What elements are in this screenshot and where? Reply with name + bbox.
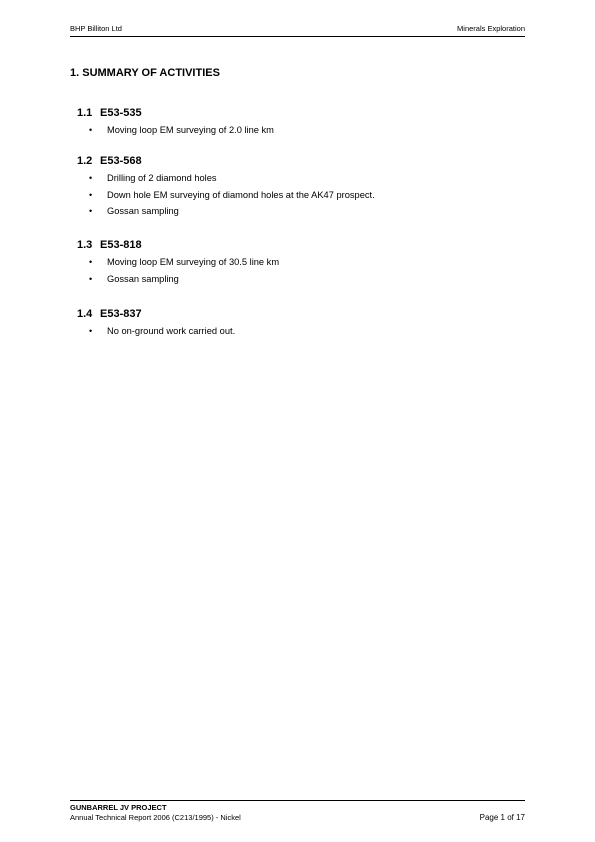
bullet-icon: • (89, 257, 93, 267)
bullet-list (77, 325, 235, 342)
header-company: BHP Billiton Ltd (70, 24, 122, 33)
bullet-icon: • (89, 173, 93, 183)
list-item: • Moving loop EM surveying of 2.0 line km (89, 125, 274, 135)
footer-report: Annual Technical Report 2006 (C213/1995) - Nickel (70, 813, 241, 822)
section-heading (77, 106, 274, 124)
section-number: 1.2 (77, 155, 93, 167)
list-item: • Down hole EM surveying of diamond holes at the AK47 prospect. (89, 189, 375, 200)
bullet-list (77, 172, 375, 222)
section-number: 1.3 (77, 239, 93, 251)
section-heading (77, 154, 375, 172)
section-title: E53-535 (100, 107, 142, 119)
bullet-icon: • (89, 326, 93, 336)
header-department: Minerals Exploration (457, 24, 525, 33)
bullet-list (77, 256, 279, 289)
page-title: 1. SUMMARY OF ACTIVITIES (70, 67, 220, 79)
section-e53-568 (77, 154, 375, 222)
footer-project: GUNBARREL JV PROJECT (70, 803, 167, 812)
list-item: • Gossan sampling (89, 206, 179, 216)
bullet-icon: • (89, 189, 93, 200)
bullet-icon: • (89, 273, 93, 284)
section-title: E53-568 (100, 155, 142, 167)
section-heading (77, 238, 279, 256)
section-title: E53-818 (100, 239, 142, 251)
section-e53-535 (77, 106, 274, 141)
bullet-icon: • (89, 125, 93, 135)
section-e53-818 (77, 238, 279, 289)
section-heading (77, 307, 235, 325)
list-item: • Moving loop EM surveying of 30.5 line km (89, 257, 280, 267)
section-number: 1.4 (77, 308, 93, 320)
list-item: • Drilling of 2 diamond holes (89, 173, 217, 183)
section-title: E53-837 (100, 308, 142, 320)
list-item: • No on-ground work carried out. (89, 326, 236, 336)
bullet-list (77, 124, 274, 141)
page-number: Page 1 of 17 (479, 813, 525, 822)
section-number: 1.1 (77, 107, 93, 119)
page-header (70, 24, 525, 37)
bullet-icon: • (89, 206, 93, 216)
page-footer (70, 800, 525, 823)
list-item: • Gossan sampling (89, 273, 179, 284)
section-e53-837 (77, 307, 235, 342)
